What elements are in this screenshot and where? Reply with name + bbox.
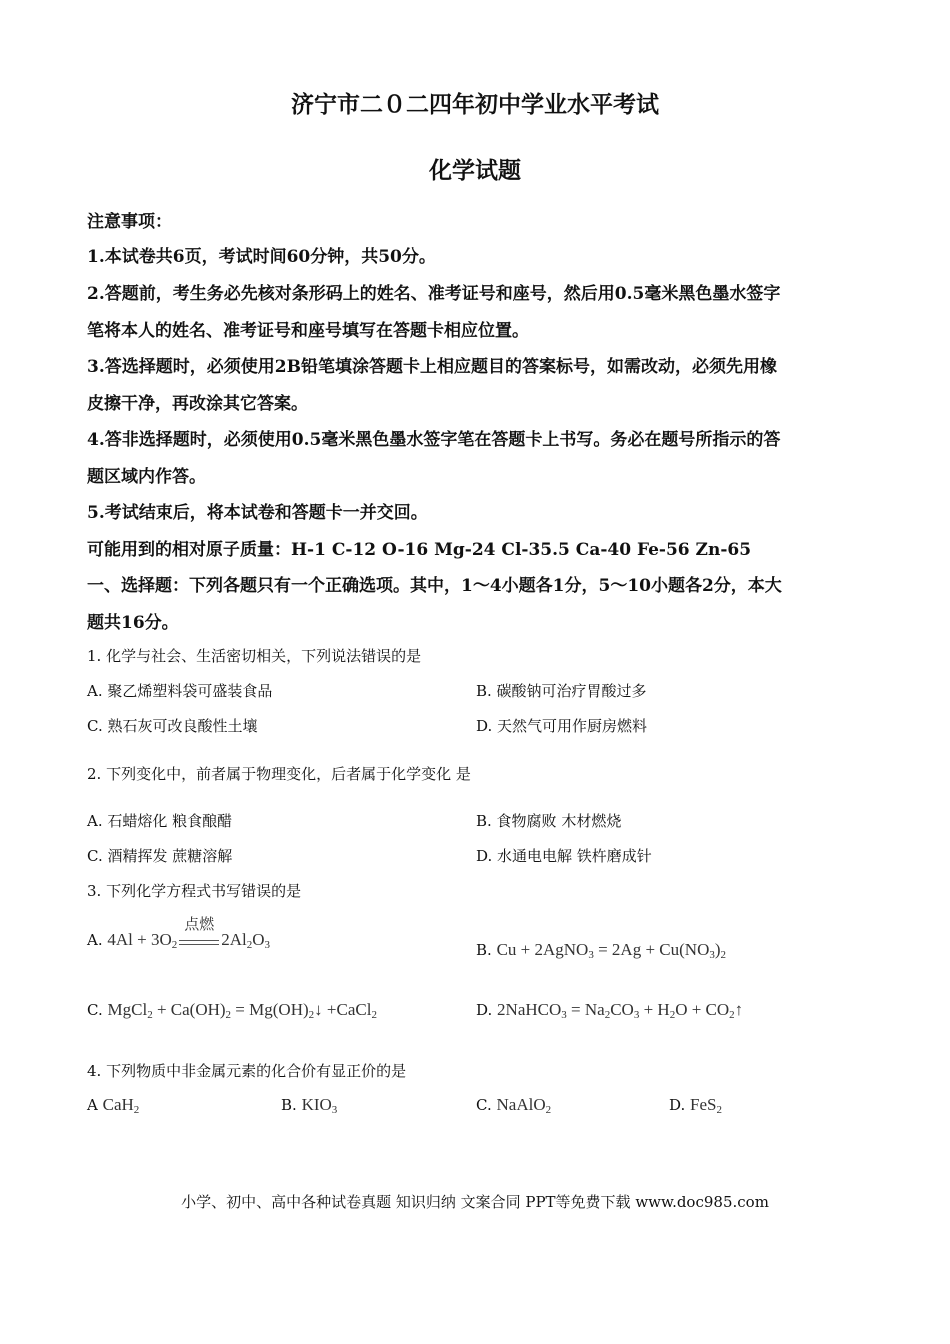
- q4-option-a-label: A: [87, 1096, 98, 1114]
- section-heading: 一、选择题：下列各题只有一个正确选项。其中，1～4小题各1分，5～10小题各2分，本大: [87, 576, 782, 596]
- q1-option-d: D. 天然气可用作厨房燃料: [476, 717, 648, 735]
- q3-option-b-label: B.: [476, 941, 492, 959]
- q4-option-a: [87, 1095, 139, 1116]
- q2-option-d: D. 水通电电解 铁杵磨成针: [476, 847, 652, 865]
- notice-item-4: 4.答非选择题时，必须使用0.5毫米黑色墨水签字笔在答题卡上书写。务必在题号所指示的答: [87, 430, 781, 450]
- notice-heading: 注意事项：: [87, 212, 172, 232]
- q3-option-a-label: A.: [87, 931, 103, 949]
- notice-item-5: 5.考试结束后，将本试卷和答题卡一并交回。: [87, 503, 428, 523]
- q4-formula-b: $KIO_3$: [301, 1095, 338, 1116]
- q3-option-b: [476, 940, 726, 961]
- q3-option-c: [87, 1000, 377, 1021]
- notice-item-2-cont: 笔将本人的姓名、准考证号和座号填写在答题卡相应位置。: [87, 321, 529, 341]
- page-footer: 小学、初中、高中各种试卷真题 知识归纳 文案合同 PPT等免费下载 www.doc985.com: [181, 1193, 769, 1211]
- q3-equation-a: $4Al + 3O_2$ 点燃 $2Al_2O_3$: [107, 917, 271, 951]
- atomic-masses: 可能用到的相对原子质量：H-1 C-12 O-16 Mg-24 Cl-35.5 Ca-40 Fe-56 Zn-65: [87, 540, 752, 560]
- q1-stem: 1. 化学与社会、生活密切相关，下列说法错误的是: [87, 647, 422, 665]
- q3-option-a: [87, 917, 271, 951]
- q4-formula-d: FeS$_2$: [690, 1095, 723, 1116]
- q3-option-d-label: D.: [476, 1001, 493, 1019]
- notice-item-3-cont: 皮擦干净，再改涂其它答案。: [87, 394, 308, 414]
- q3-option-d: [476, 1000, 743, 1021]
- q3-stem: 3. 下列化学方程式书写错误的是: [87, 882, 302, 900]
- q1-option-b: B. 碳酸钠可治疗胃酸过多: [476, 682, 647, 700]
- q4-formula-c: NaAlO$_2$: [496, 1095, 552, 1116]
- q4-option-d: [669, 1095, 722, 1116]
- q4-formula-a: CaH$_2$: [102, 1095, 140, 1116]
- q2-option-b: B. 食物腐败 木材燃烧: [476, 812, 622, 830]
- notice-item-2: 2.答题前，考生务必先核对条形码上的姓名、准考证号和座号，然后用0.5毫米黑色墨水签字: [87, 284, 781, 304]
- q4-option-c: [476, 1095, 551, 1116]
- q4-option-d-label: D.: [669, 1096, 686, 1114]
- notice-item-3: 3.答选择题时，必须使用2B铅笔填涂答题卡上相应题目的答案标号，如需改动，必须先用橡: [87, 357, 777, 377]
- notice-item-4-cont: 题区域内作答。: [87, 467, 206, 487]
- q4-option-b-label: B.: [281, 1096, 297, 1114]
- q1-option-c: C. 熟石灰可改良酸性土壤: [87, 717, 258, 735]
- q3-equation-d: 2NaHCO$_3$ = $Na_2CO_3 + H_2O$ + $CO_2↑$: [497, 1000, 744, 1021]
- section-heading-cont: 题共16分。: [87, 613, 179, 633]
- q2-option-c: C. 酒精挥发 蔗糖溶解: [87, 847, 233, 865]
- q3-equation-c: MgCl$_2$ + $Ca(OH)_2$ = $Mg(OH)_2↓$ +CaCl$_2$: [107, 1000, 377, 1021]
- q3-option-c-label: C.: [87, 1001, 103, 1019]
- exam-subtitle: 化学试题: [429, 157, 521, 184]
- q4-option-c-label: C.: [476, 1096, 492, 1114]
- q3-reaction-condition: 点燃: [179, 931, 219, 951]
- q1-option-a: A. 聚乙烯塑料袋可盛装食品: [87, 682, 273, 700]
- exam-title: 济宁市二０二四年初中学业水平考试: [291, 91, 659, 118]
- q4-stem: 4. 下列物质中非金属元素的化合价有显正价的是: [87, 1062, 407, 1080]
- notice-item-1: 1.本试卷共6页，考试时间60分钟，共50分。: [87, 247, 436, 267]
- q2-option-a: A. 石蜡熔化 粮食酿醋: [87, 812, 233, 830]
- q2-stem: 2. 下列变化中，前者属于物理变化，后者属于化学变化 是: [87, 765, 471, 783]
- q3-equation-b: Cu + 2AgNO$_3$ = $2Ag + Cu(NO_3)_2$: [496, 940, 727, 961]
- q4-option-b: [281, 1095, 337, 1116]
